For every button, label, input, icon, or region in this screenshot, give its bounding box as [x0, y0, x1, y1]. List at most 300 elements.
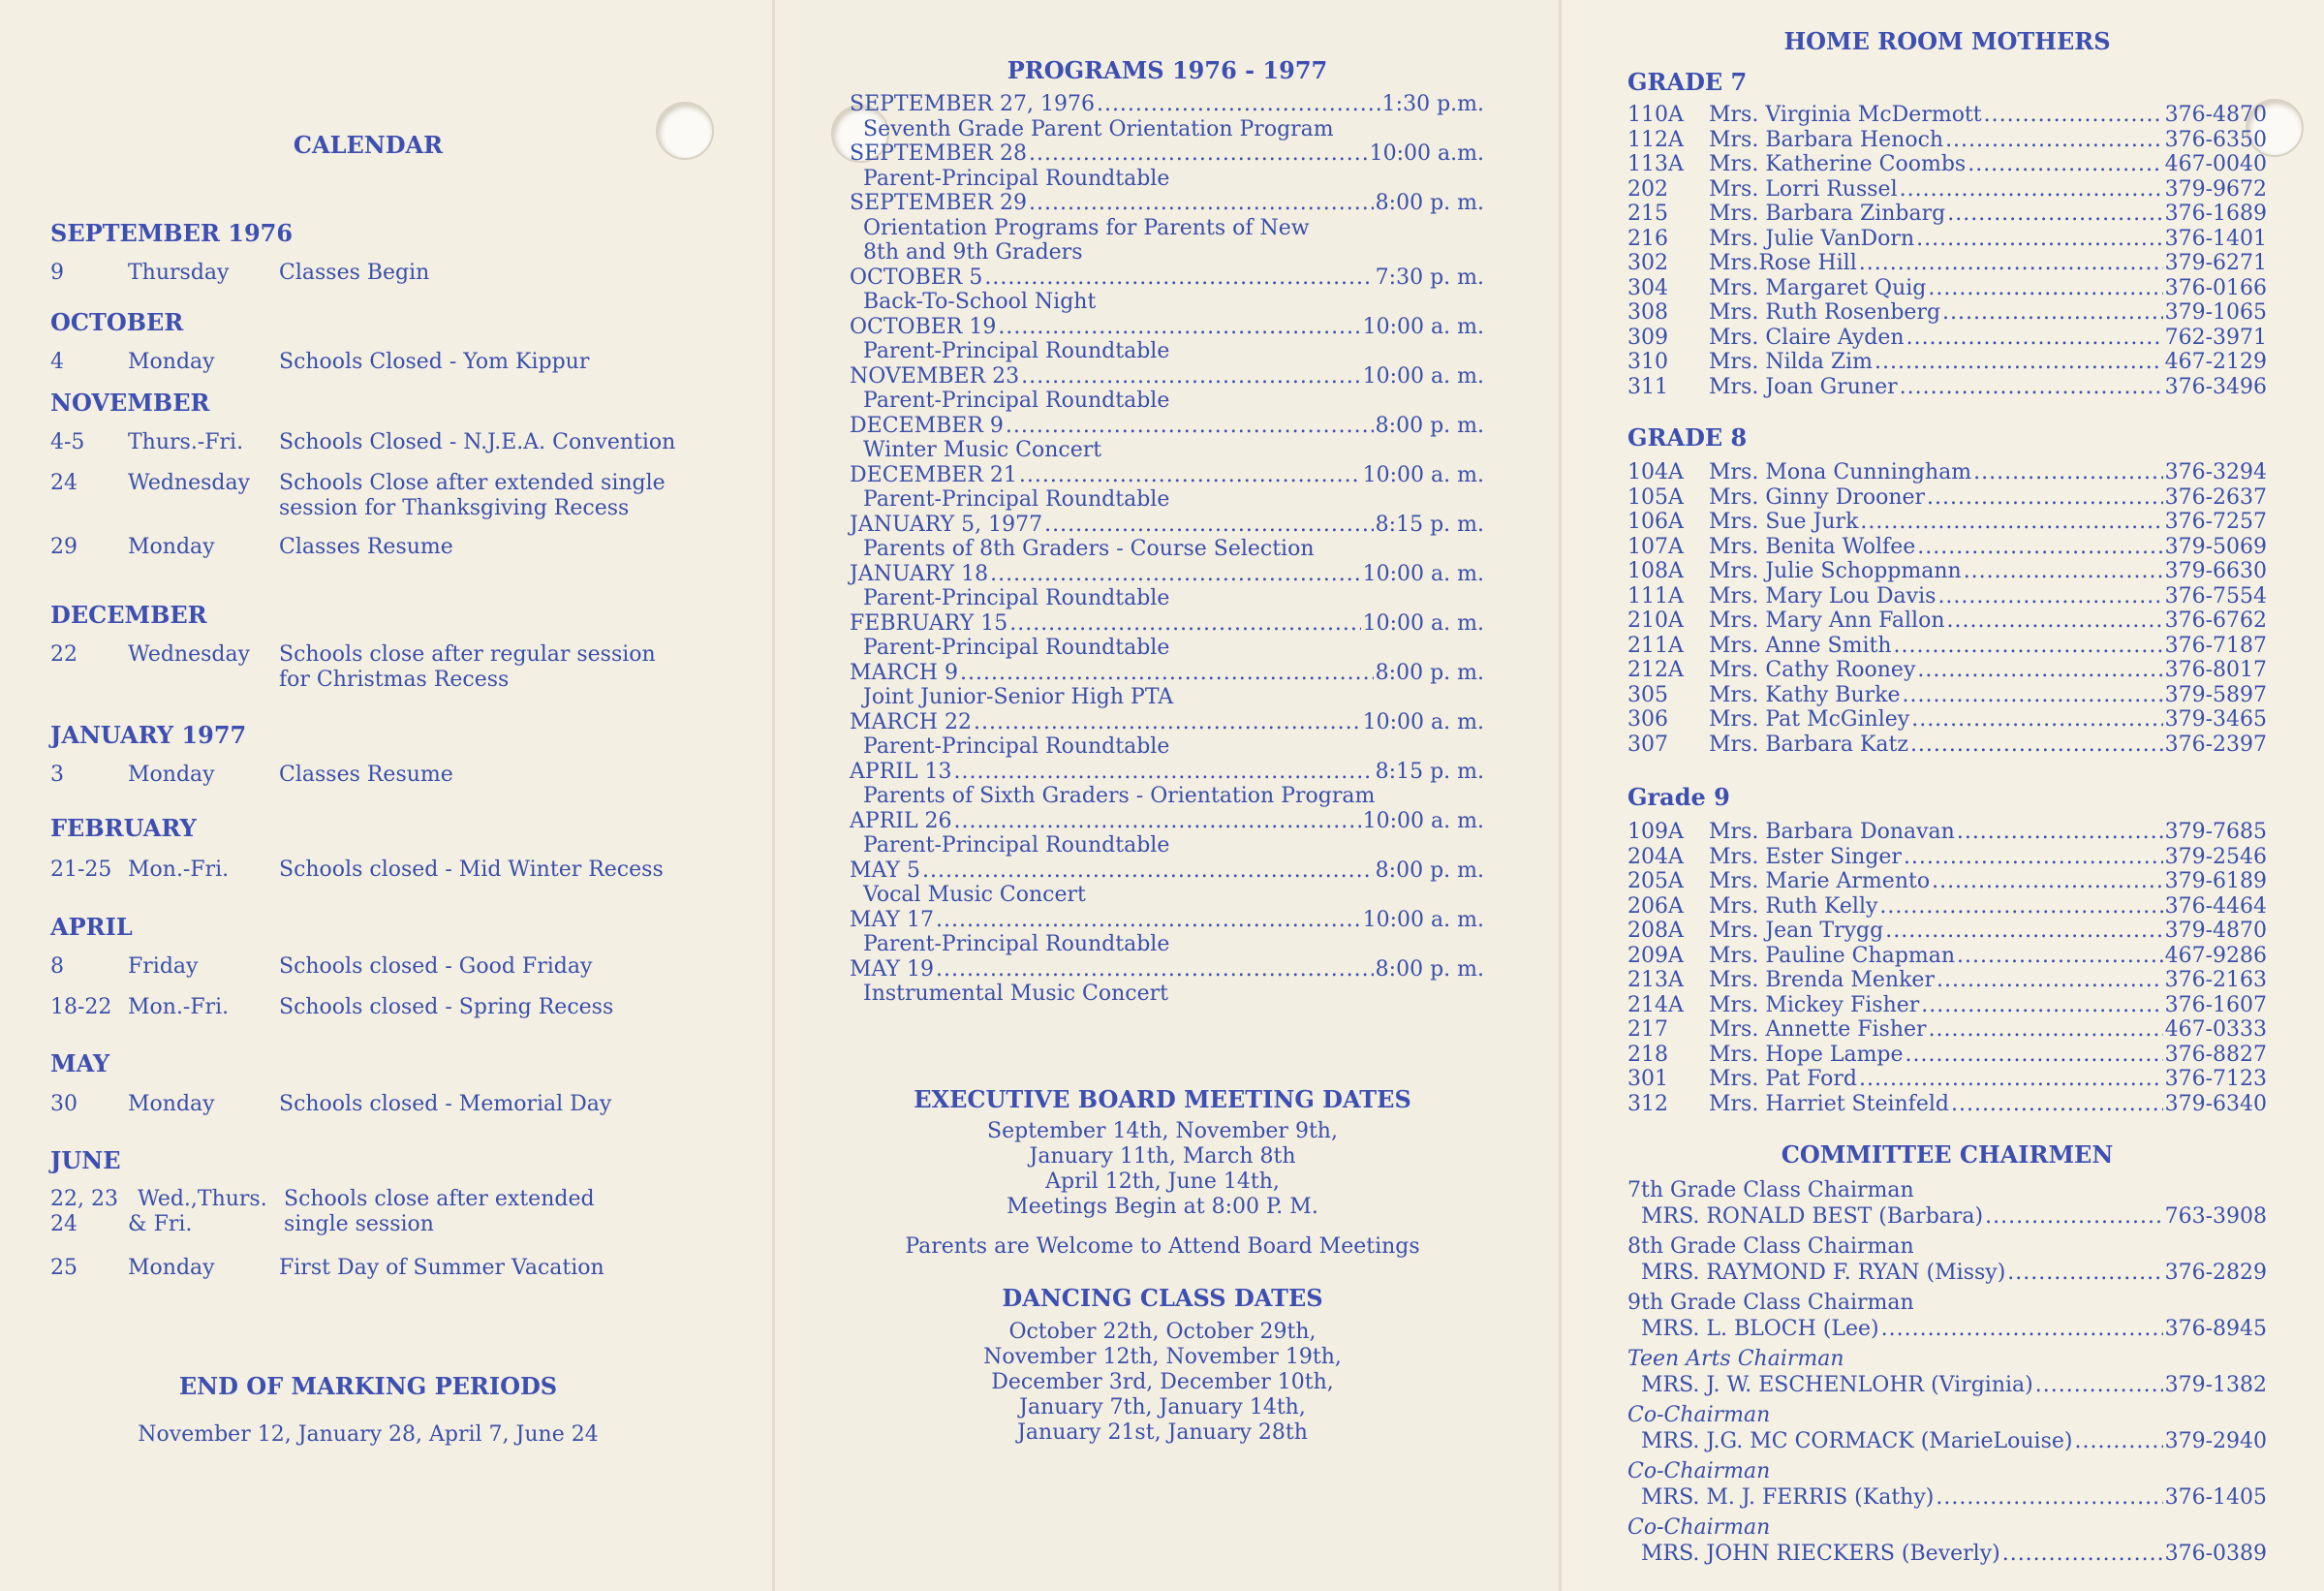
program-item — [850, 611, 1484, 661]
mother-name: Mrs. Barbara Katz — [1709, 732, 1908, 757]
calendar-weekday: Thurs.-Fri. — [128, 430, 244, 454]
program-date: OCTOBER 19 — [850, 314, 997, 339]
dot-leader — [1875, 350, 2163, 375]
dot-leader — [1968, 152, 2162, 177]
home-room-row — [1627, 845, 2267, 870]
mother-name: Mrs. Pauline Chapman — [1709, 943, 1956, 968]
program-time: 8:00 p. m. — [1375, 956, 1484, 982]
committee-name: MRS. J.G. MC CORMACK (MarieLouise) — [1641, 1429, 2073, 1453]
program-date: DECEMBER 9 — [850, 413, 1004, 438]
dot-leader — [936, 908, 1361, 933]
home-room-row — [1627, 634, 2267, 659]
dot-leader — [1916, 227, 2162, 252]
dot-leader — [984, 265, 1373, 291]
calendar-date: 22 — [50, 642, 77, 667]
phone-number: 467-0040 — [2164, 152, 2267, 176]
home-room-row — [1627, 559, 2267, 584]
room-number: 104A — [1627, 460, 1684, 484]
calendar-description: Schools closed - Memorial Day — [279, 1092, 612, 1116]
program-time: 10:00 a. m. — [1362, 462, 1484, 487]
mother-name: Mrs.Rose Hill — [1709, 251, 1857, 275]
home-room-row — [1627, 177, 2267, 203]
phone-number: 376-7123 — [2164, 1067, 2267, 1091]
calendar-weekday: Mon.-Fri. — [128, 858, 230, 882]
calendar-weekday: Wednesday — [128, 642, 251, 667]
committee-item — [1627, 1290, 2267, 1342]
dot-leader — [1906, 326, 2163, 351]
program-time: 8:00 p. m. — [1375, 858, 1484, 883]
calendar-weekday: Mon.-Fri. — [128, 995, 230, 1019]
program-item — [850, 265, 1484, 315]
dot-leader — [1928, 276, 2162, 301]
calendar-month: DECEMBER — [50, 601, 207, 629]
room-number: 311 — [1627, 374, 1668, 399]
room-number: 217 — [1627, 1017, 1668, 1042]
dot-leader — [1879, 894, 2162, 920]
mother-name: Mrs. Brenda Menker — [1709, 968, 1935, 992]
home-room-row — [1627, 658, 2267, 683]
program-date: OCTOBER 5 — [850, 265, 983, 290]
mother-name: Mrs. Pat McGinley — [1709, 707, 1910, 732]
program-time: 10:00 a. m. — [1362, 610, 1484, 636]
home-room-row — [1627, 944, 2267, 969]
committee-line — [1627, 1541, 2267, 1567]
home-room-row — [1627, 820, 2267, 845]
dot-leader — [954, 760, 1374, 785]
home-room-row — [1627, 485, 2267, 511]
committee-line — [1627, 1260, 2267, 1286]
program-time: 10:00 a.m. — [1369, 141, 1484, 166]
room-number: 205A — [1627, 869, 1684, 893]
phone-number: 376-8017 — [2164, 658, 2267, 682]
program-item — [850, 957, 1484, 1007]
mother-name: Mrs. Virginia McDermott — [1709, 103, 1982, 127]
phone-number: 376-4464 — [2164, 893, 2267, 919]
dot-leader — [1932, 869, 2163, 894]
home-room-row — [1627, 460, 2267, 485]
dot-leader — [1973, 460, 2162, 485]
dot-leader — [1911, 707, 2162, 733]
programs-title: PROGRAMS 1976 - 1977 — [1007, 56, 1328, 84]
calendar-date: 29 — [50, 535, 77, 559]
dot-leader — [1860, 510, 2162, 535]
dot-leader — [1947, 608, 2163, 634]
program-description: Parent-Principal Roundtable — [863, 932, 1170, 956]
mother-name: Mrs. Ruth Kelly — [1709, 893, 1878, 919]
committee-item — [1627, 1233, 2267, 1286]
room-number: 108A — [1627, 559, 1684, 583]
room-number: 304 — [1627, 275, 1668, 300]
room-number: 216 — [1627, 226, 1668, 251]
mother-name: Mrs. Marie Armento — [1709, 869, 1931, 893]
grade-heading: GRADE 8 — [1627, 423, 1748, 452]
committee-line — [1627, 1428, 2267, 1454]
committee-role: 9th Grade Class Chairman — [1627, 1291, 1914, 1315]
calendar-weekday: Monday — [128, 763, 215, 787]
room-number: 105A — [1627, 484, 1684, 510]
calendar-description: Schools Close after extended single — [279, 471, 666, 495]
home-room-row — [1627, 227, 2267, 252]
phone-number: 379-9672 — [2164, 176, 2267, 202]
program-description: Parent-Principal Roundtable — [863, 166, 1170, 191]
program-line — [850, 315, 1484, 340]
phone-number: 376-7187 — [2164, 633, 2267, 658]
program-date: MAY 17 — [850, 907, 935, 932]
program-item — [850, 141, 1484, 191]
exec-board-note: Parents are Welcome to Attend Board Meetings — [905, 1234, 1420, 1259]
program-description: Parent-Principal Roundtable — [863, 734, 1170, 759]
dot-leader — [1957, 820, 2163, 845]
committee-phone: 376-0389 — [2164, 1542, 2267, 1566]
program-item — [850, 710, 1484, 760]
dot-leader — [954, 809, 1361, 834]
dancing-line: January 21st, January 28th — [1017, 1420, 1308, 1445]
dot-leader — [922, 858, 1374, 884]
room-number: 307 — [1627, 732, 1668, 757]
program-description: Instrumental Music Concert — [863, 982, 1168, 1006]
program-description: Parent-Principal Roundtable — [863, 833, 1170, 858]
home-room-row — [1627, 1043, 2267, 1068]
committee-role: 7th Grade Class Chairman — [1627, 1178, 1914, 1202]
dot-leader — [1917, 535, 2162, 560]
committee-phone: 763-3908 — [2164, 1204, 2267, 1229]
home-room-row — [1627, 733, 2267, 758]
dot-leader — [1957, 944, 2163, 969]
program-line — [850, 858, 1484, 884]
committee-role: Co-Chairman — [1627, 1515, 1771, 1540]
program-date: MAY 5 — [850, 858, 921, 883]
dancing-line: October 22th, October 29th, — [1008, 1320, 1317, 1344]
program-description: Parents of Sixth Graders - Orientation Program — [863, 784, 1376, 808]
dot-leader — [2002, 1541, 2163, 1567]
phone-number: 379-5897 — [2164, 682, 2267, 707]
phone-number: 376-4870 — [2164, 103, 2267, 127]
room-number: 215 — [1627, 202, 1668, 226]
mother-name: Mrs. Hope Lampe — [1709, 1042, 1904, 1067]
dot-leader — [990, 562, 1361, 587]
calendar-weekday: Monday — [128, 350, 215, 374]
calendar-weekday: & Fri. — [128, 1212, 193, 1236]
room-number: 110A — [1627, 103, 1684, 127]
program-description: Back-To-School Night — [863, 290, 1097, 314]
calendar-date: 8 — [50, 954, 64, 979]
calendar-month: OCTOBER — [50, 308, 184, 336]
calendar-date: 4 — [50, 350, 64, 374]
dot-leader — [1900, 177, 2163, 203]
calendar-date: 21-25 — [50, 858, 112, 882]
dot-leader — [1097, 92, 1380, 117]
home-room-row — [1627, 375, 2267, 400]
dot-leader — [1006, 414, 1374, 439]
mother-name: Mrs. Joan Gruner — [1709, 374, 1898, 399]
program-date: DECEMBER 21 — [850, 462, 1017, 487]
exec-board-line: September 14th, November 9th, — [987, 1119, 1338, 1143]
calendar-date: 18-22 — [50, 995, 112, 1019]
home-room-row — [1627, 152, 2267, 177]
home-room-row — [1627, 202, 2267, 227]
program-item — [850, 562, 1484, 611]
program-item — [850, 809, 1484, 858]
program-line — [850, 611, 1484, 637]
committee-phone: 379-1382 — [2164, 1373, 2267, 1397]
calendar-description: for Christmas Recess — [279, 668, 510, 692]
program-description: Winter Music Concert — [863, 438, 1102, 462]
program-item — [850, 858, 1484, 908]
program-item — [850, 364, 1484, 414]
committee-phone: 376-1405 — [2164, 1485, 2267, 1510]
room-number: 206A — [1627, 893, 1684, 919]
phone-number: 376-3294 — [2164, 460, 2267, 484]
punch-hole — [656, 102, 714, 160]
calendar-month: SEPTEMBER 1976 — [50, 219, 294, 247]
calendar-description: Schools closed - Mid Winter Recess — [279, 858, 664, 882]
home-room-row — [1627, 894, 2267, 920]
phone-number: 379-5069 — [2164, 534, 2267, 559]
phone-number: 376-1607 — [2164, 992, 2267, 1017]
dot-leader — [1885, 919, 2162, 944]
calendar-title: CALENDAR — [293, 131, 444, 159]
exec-board-title: EXECUTIVE BOARD MEETING DATES — [914, 1085, 1411, 1113]
committee-name: MRS. JOHN RIECKERS (Beverly) — [1641, 1542, 2000, 1566]
program-time: 10:00 a. m. — [1362, 561, 1484, 586]
dot-leader — [1903, 683, 2163, 708]
dot-leader — [1859, 251, 2163, 276]
dot-leader — [1019, 463, 1361, 488]
phone-number: 376-8827 — [2164, 1042, 2267, 1067]
home-room-row — [1627, 103, 2267, 128]
mother-name: Mrs. Mary Ann Fallon — [1709, 608, 1945, 633]
room-number: 308 — [1627, 300, 1668, 325]
home-room-row — [1627, 1092, 2267, 1117]
calendar-month: JANUARY 1977 — [50, 721, 247, 749]
committee-name: MRS. L. BLOCH (Lee) — [1641, 1317, 1879, 1341]
program-line — [850, 710, 1484, 735]
committee-line — [1627, 1372, 2267, 1398]
dot-leader — [1906, 1043, 2163, 1068]
program-line — [850, 908, 1484, 933]
home-room-row — [1627, 707, 2267, 733]
dancing-dates — [852, 1320, 1472, 1446]
home-room-row — [1627, 276, 2267, 301]
dot-leader — [998, 315, 1360, 340]
phone-number: 379-4870 — [2164, 919, 2267, 943]
dot-leader — [2074, 1428, 2162, 1454]
program-date: SEPTEMBER 28 — [850, 141, 1027, 166]
exec-board-line: Meetings Begin at 8:00 P. M. — [1007, 1195, 1318, 1219]
dot-leader — [1044, 513, 1374, 538]
calendar-date: 22, 23 — [50, 1187, 118, 1211]
calendar-date: 24 — [50, 1212, 77, 1236]
program-date: FEBRUARY 15 — [850, 610, 1008, 636]
home-room-row — [1627, 1067, 2267, 1092]
dot-leader — [1900, 375, 2163, 400]
home-room-row — [1627, 608, 2267, 634]
calendar-month: NOVEMBER — [50, 389, 210, 417]
room-number: 218 — [1627, 1042, 1668, 1067]
calendar-description: Classes Begin — [279, 261, 430, 285]
program-description: Parent-Principal Roundtable — [863, 586, 1170, 610]
exec-board-dates — [852, 1119, 1472, 1220]
mother-name: Mrs. Nilda Zim — [1709, 350, 1874, 374]
phone-number: 467-9286 — [2164, 943, 2267, 968]
room-number: 302 — [1627, 251, 1668, 275]
mother-name: Mrs. Mona Cunningham — [1709, 460, 1972, 484]
calendar-description: single session — [284, 1212, 434, 1236]
phone-number: 376-2163 — [2164, 968, 2267, 992]
grade-heading: GRADE 7 — [1627, 68, 1748, 96]
program-description: Parent-Principal Roundtable — [863, 389, 1170, 413]
dot-leader — [1964, 559, 2163, 584]
room-number: 112A — [1627, 127, 1684, 152]
mother-name: Mrs. Kathy Burke — [1709, 682, 1901, 707]
committee-item — [1627, 1402, 2267, 1454]
fold-line — [1559, 0, 1562, 1591]
phone-number: 376-7257 — [2164, 510, 2267, 534]
committee-role: Co-Chairman — [1627, 1459, 1771, 1483]
calendar-description: Schools Closed - N.J.E.A. Convention — [279, 430, 676, 454]
home-room-title: HOME ROOM MOTHERS — [1783, 27, 2111, 55]
program-line — [850, 661, 1484, 686]
committee-list — [1627, 1177, 2267, 1571]
mother-name: Mrs. Julie VanDorn — [1709, 226, 1915, 251]
home-room-row — [1627, 350, 2267, 375]
calendar-weekday: Monday — [128, 535, 215, 559]
dot-leader — [1009, 611, 1360, 637]
committee-title: COMMITTEE CHAIRMEN — [1781, 1140, 2114, 1169]
calendar-date: 3 — [50, 763, 64, 787]
committee-name: MRS. RAYMOND F. RYAN (Missy) — [1641, 1261, 2006, 1285]
phone-number: 376-0166 — [2164, 275, 2267, 300]
mother-name: Mrs. Pat Ford — [1709, 1067, 1857, 1091]
committee-name: MRS. J. W. ESCHENLOHR (Virginia) — [1641, 1373, 2033, 1397]
dancing-line: January 7th, January 14th, — [1019, 1395, 1306, 1419]
phone-number: 376-6762 — [2164, 608, 2267, 633]
room-number: 213A — [1627, 968, 1684, 992]
dot-leader — [1937, 584, 2162, 609]
program-line — [850, 364, 1484, 390]
grade-heading: Grade 9 — [1627, 783, 1730, 811]
home-room-row — [1627, 968, 2267, 993]
program-time: 1:30 p.m. — [1381, 92, 1484, 116]
room-number: 209A — [1627, 943, 1684, 968]
program-time: 10:00 a. m. — [1362, 808, 1484, 833]
programs-list — [850, 92, 1484, 1007]
program-item — [850, 92, 1484, 141]
dot-leader — [1881, 1316, 2163, 1342]
program-description: Parents of 8th Graders - Course Selection — [863, 537, 1315, 561]
home-room-row — [1627, 300, 2267, 326]
program-time: 10:00 a. m. — [1362, 709, 1484, 734]
grade-list — [1627, 103, 2267, 399]
program-description: 8th and 9th Graders — [863, 240, 1083, 265]
dot-leader — [974, 710, 1361, 735]
home-room-row — [1627, 869, 2267, 894]
dot-leader — [1894, 634, 2163, 659]
home-room-row — [1627, 993, 2267, 1018]
phone-number: 379-6630 — [2164, 559, 2267, 583]
calendar-description: Schools closed - Spring Recess — [279, 995, 614, 1019]
home-room-row — [1627, 584, 2267, 609]
phone-number: 379-6340 — [2164, 1091, 2267, 1116]
room-number: 208A — [1627, 919, 1684, 943]
program-description: Seventh Grade Parent Orientation Program — [863, 116, 1334, 141]
dot-leader — [2035, 1372, 2163, 1398]
dancing-line: November 12th, November 19th, — [983, 1345, 1342, 1369]
dot-leader — [1942, 300, 2163, 326]
program-date: MARCH 22 — [850, 709, 972, 734]
dot-leader — [2007, 1260, 2162, 1286]
calendar-description: session for Thanksgiving Recess — [279, 496, 630, 520]
calendar-month: JUNE — [50, 1146, 121, 1174]
calendar-weekday: Wednesday — [128, 471, 251, 495]
program-item — [850, 414, 1484, 463]
mother-name: Mrs. Ginny Drooner — [1709, 484, 1926, 510]
program-item — [850, 513, 1484, 562]
calendar-weekday: Monday — [128, 1256, 215, 1280]
phone-number: 376-1689 — [2164, 202, 2267, 226]
program-time: 10:00 a. m. — [1362, 314, 1484, 339]
mother-name: Mrs. Anne Smith — [1709, 633, 1892, 658]
mother-name: Mrs. Jean Trygg — [1709, 919, 1884, 943]
home-room-row — [1627, 535, 2267, 560]
program-description: Orientation Programs for Parents of New — [863, 215, 1310, 240]
program-line — [850, 809, 1484, 834]
program-time: 8:00 p. m. — [1375, 413, 1484, 438]
room-number: 312 — [1627, 1091, 1668, 1116]
calendar-date: 30 — [50, 1092, 77, 1116]
dot-leader — [1985, 1203, 2162, 1230]
program-line — [850, 513, 1484, 538]
room-number: 309 — [1627, 325, 1668, 350]
program-line — [850, 562, 1484, 587]
room-number: 306 — [1627, 707, 1668, 732]
mother-name: Mrs. Margaret Quig — [1709, 275, 1927, 300]
program-line — [850, 760, 1484, 785]
mother-name: Mrs. Barbara Zinbarg — [1709, 202, 1946, 226]
committee-role: 8th Grade Class Chairman — [1627, 1234, 1914, 1259]
dot-leader — [1904, 845, 2163, 870]
mother-name: Mrs. Ruth Rosenberg — [1709, 300, 1941, 325]
marking-periods-title: END OF MARKING PERIODS — [178, 1372, 558, 1400]
program-time: 7:30 p. m. — [1375, 265, 1484, 290]
exec-board-line: April 12th, June 14th, — [1045, 1170, 1280, 1194]
program-time: 8:15 p. m. — [1375, 512, 1484, 537]
program-description: Parent-Principal Roundtable — [863, 339, 1170, 363]
dot-leader — [960, 661, 1374, 686]
exec-board-line: January 11th, March 8th — [1029, 1144, 1296, 1169]
phone-number: 376-2397 — [2164, 732, 2267, 757]
program-date: JANUARY 18 — [850, 561, 989, 586]
dot-leader — [1910, 733, 2163, 758]
room-number: 202 — [1627, 176, 1668, 202]
committee-name: MRS. M. J. FERRIS (Kathy) — [1641, 1485, 1935, 1510]
program-date: MARCH 9 — [850, 660, 958, 685]
program-time: 8:15 p. m. — [1375, 759, 1484, 784]
mother-name: Mrs. Barbara Donavan — [1709, 820, 1955, 844]
program-line — [850, 265, 1484, 291]
calendar-month: FEBRUARY — [50, 814, 197, 842]
phone-number: 379-3465 — [2164, 707, 2267, 732]
calendar-description: Schools closed - Good Friday — [279, 954, 593, 979]
committee-phone: 379-2940 — [2164, 1429, 2267, 1453]
grade-list — [1627, 820, 2267, 1116]
phone-number: 379-2546 — [2164, 844, 2267, 869]
phone-number: 376-2637 — [2164, 484, 2267, 510]
dancing-line: December 3rd, December 10th, — [991, 1370, 1334, 1394]
calendar-description: Classes Resume — [279, 535, 453, 559]
grade-list — [1627, 460, 2267, 757]
phone-number: 376-1401 — [2164, 226, 2267, 251]
